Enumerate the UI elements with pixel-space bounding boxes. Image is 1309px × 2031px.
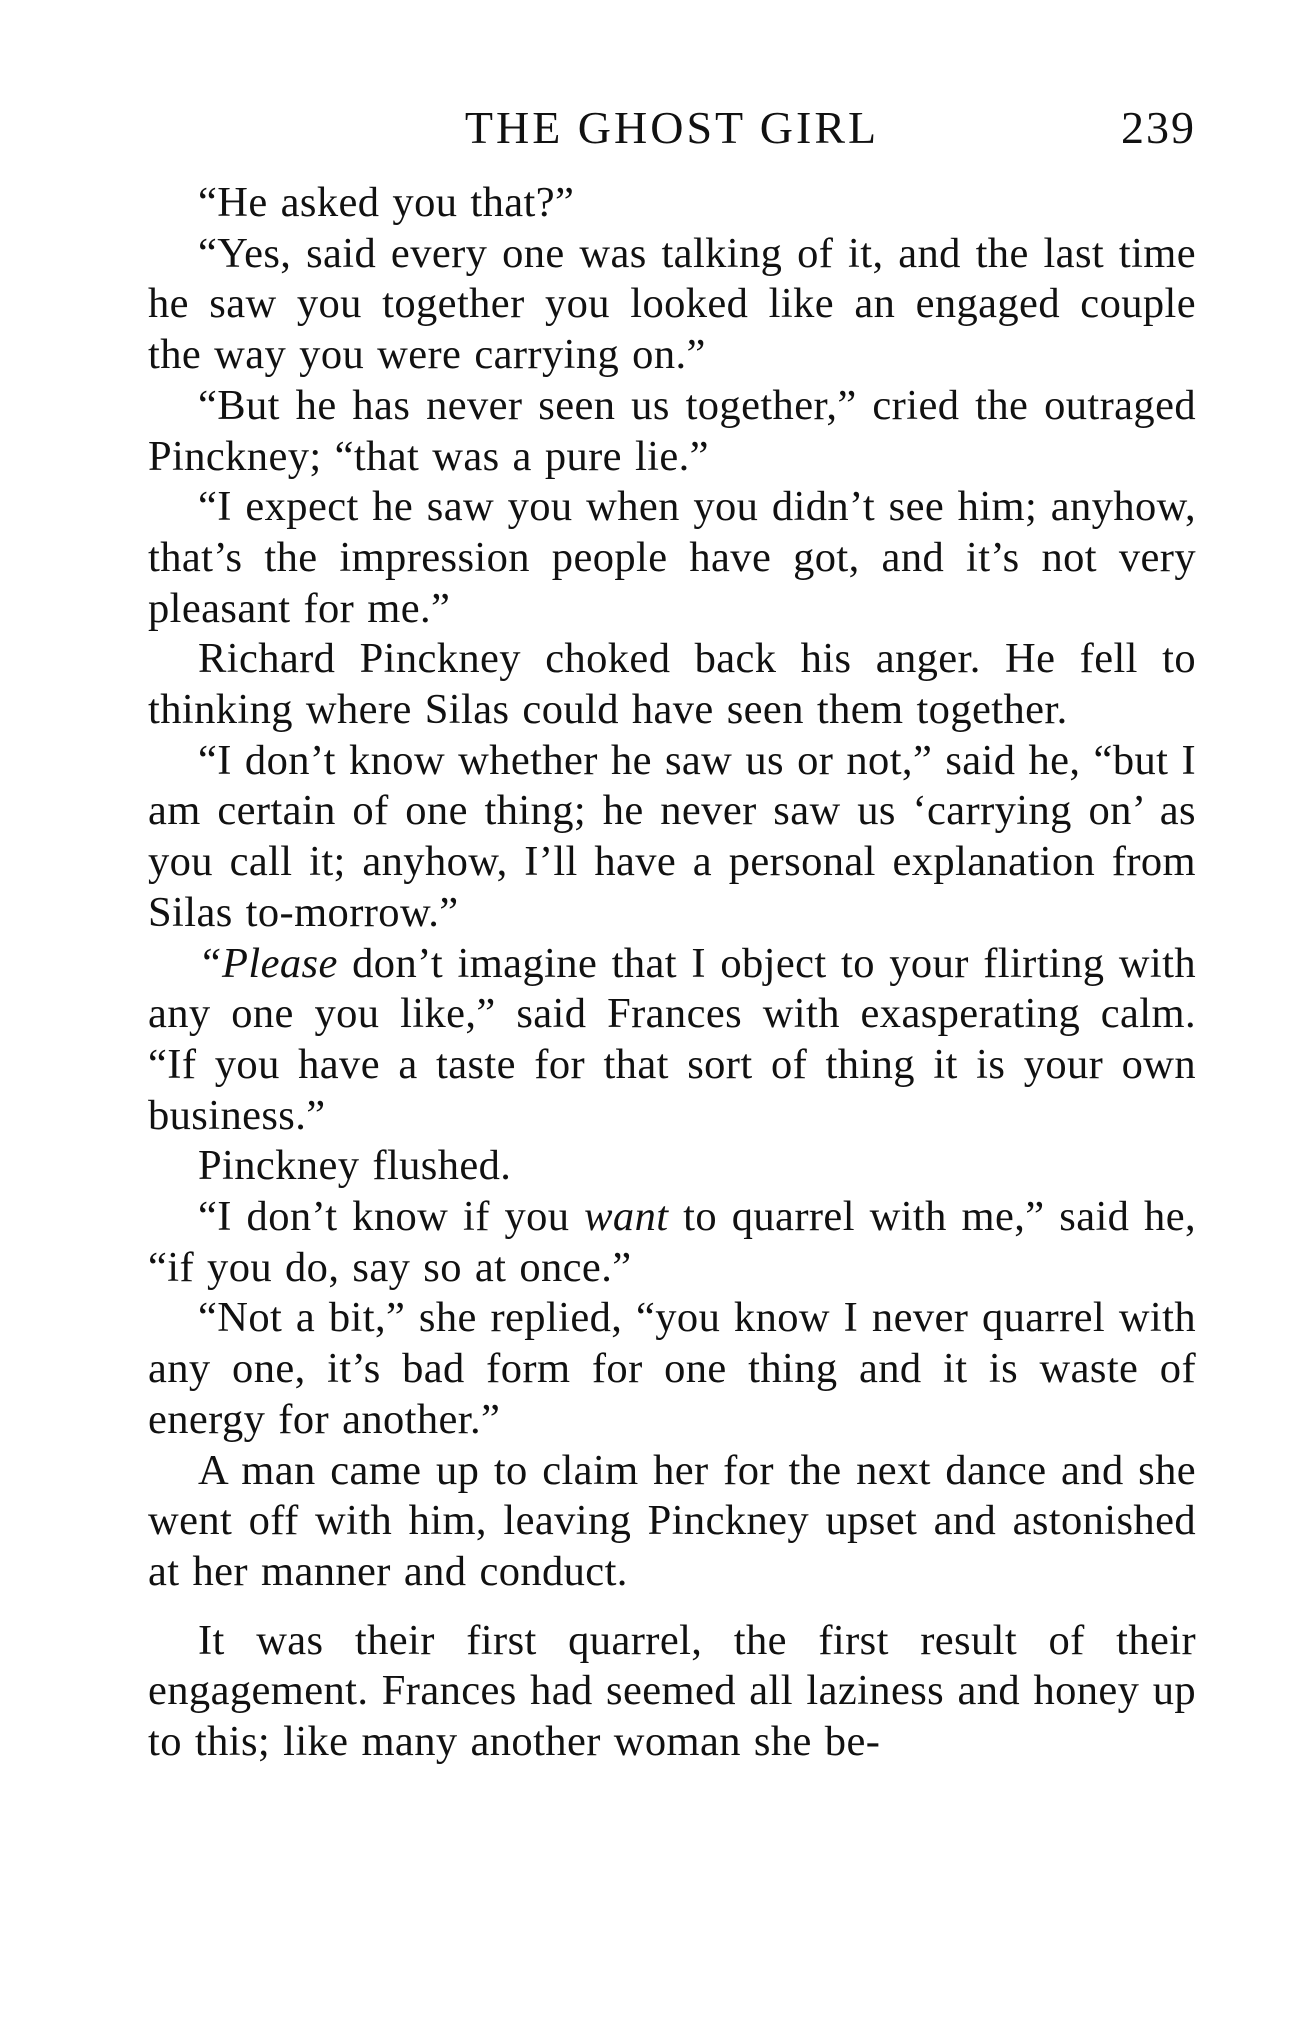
- body-text: [148, 178, 1196, 1768]
- running-head: [148, 100, 1196, 178]
- paragraph-12: It was their first quarrel, the first result of their engagement. Frances had seemed all laziness and honey up to this; like many another woman she be-: [148, 1616, 1196, 1766]
- paragraph-10: “Not a bit,” she replied, “you know I never quarrel with any one, it’s bad form for one thing and it is waste of energy for another.”: [148, 1294, 1196, 1443]
- paragraph-8: Pinckney flushed.: [198, 1142, 512, 1190]
- running-title: THE GHOST GIRL: [464, 102, 880, 153]
- paragraph-2: “Yes, said every one was talking of it, and the last time he saw you together you looked like an engaged couple the way you were carrying on.”: [148, 229, 1196, 379]
- paragraph-5: Richard Pinckney choked back his anger. He fell to thinking where Silas could have seen them together.: [148, 635, 1196, 734]
- paragraph-7-text: don’t imagine that I object to your flirting with any one you like,” said Frances with exasperating calm. “If you have a taste for that sort of thing it is your own business.”: [148, 939, 1196, 1139]
- paragraph-11: A man came up to claim her for the next dance and she went off with him, leaving Pinckney upset and astonished at her manner and conduct.: [148, 1446, 1196, 1595]
- paragraph-9-before: “I don’t know if you: [198, 1193, 585, 1241]
- paragraph-7: [148, 939, 1196, 1142]
- paragraph-1: “He asked you that?”: [198, 179, 575, 226]
- paragraph-6: “I don’t know whether he saw us or not,” said he, “but I am certain of one thing; he never saw us ‘carrying on’ as you call it; anyhow, I’ll have a personal explanation from Silas to-morrow.”: [148, 736, 1196, 936]
- paragraph-3: “But he has never seen us together,” cried the outraged Pinckney; “that was a pure lie.”: [148, 381, 1196, 480]
- paragraph-9-italic: want: [584, 1193, 669, 1241]
- paragraph-9: [148, 1192, 1196, 1293]
- paragraph-4: “I expect he saw you when you didn’t see him; anyhow, that’s the impression people have got, and it’s not very pleasant for me.”: [148, 483, 1196, 632]
- paragraph-9-after: to quarrel with me,” said he, “if you do, say so at once.”: [148, 1193, 1196, 1291]
- book-page: [148, 100, 1196, 1768]
- page-number: 239: [1121, 102, 1196, 153]
- paragraph-7-italic-lead: “Please: [198, 939, 338, 987]
